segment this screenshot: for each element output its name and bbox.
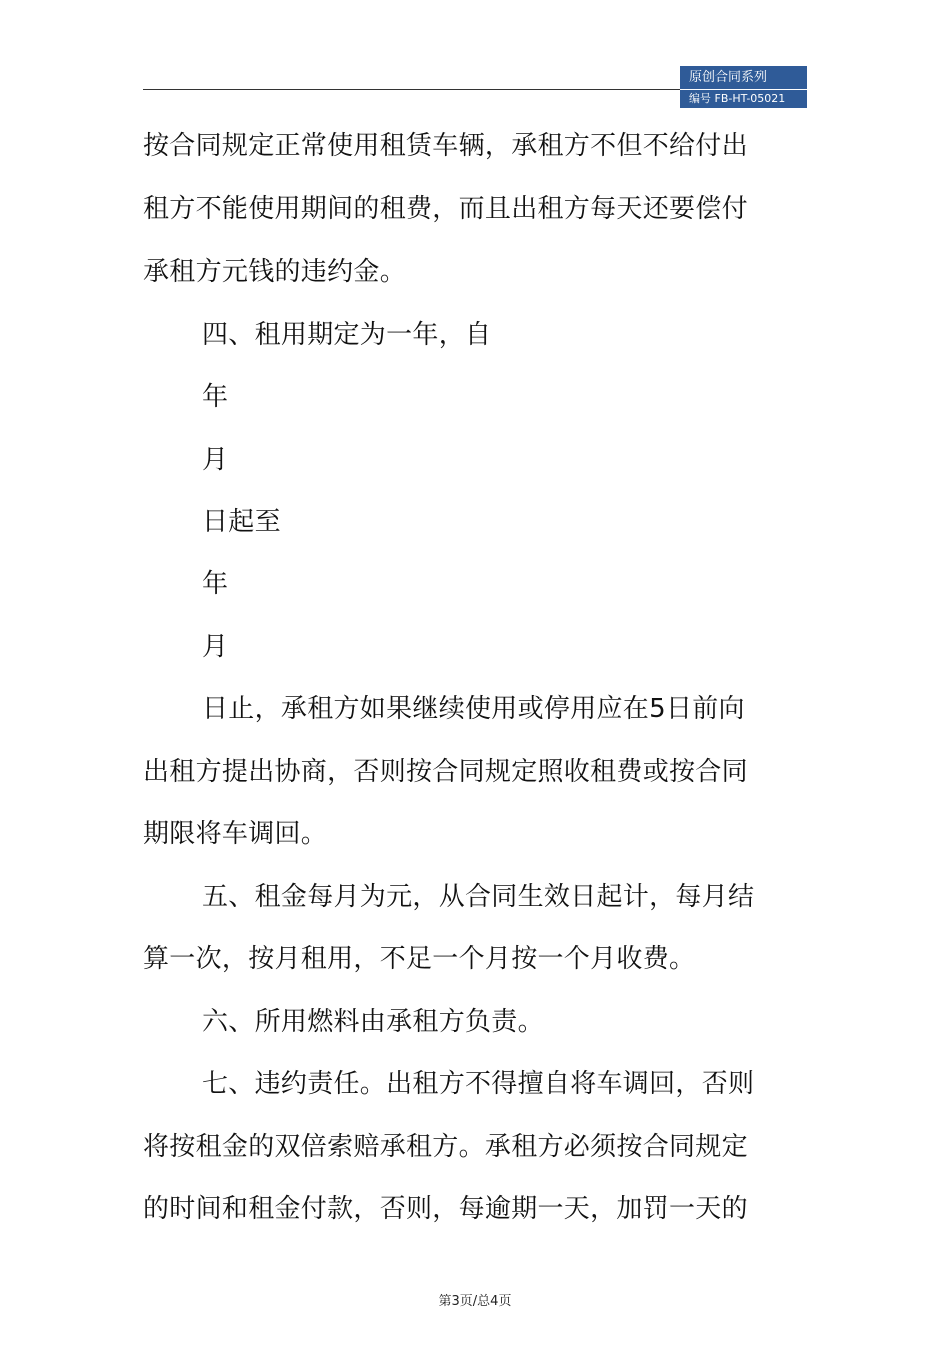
page-number: 第3页/总4页 — [438, 1294, 512, 1309]
series-badge — [680, 66, 807, 108]
body-line: 七、违约责任。出租方不得擅自将车调回，否则 — [202, 1069, 755, 1099]
body-line: 日起至 — [202, 507, 281, 537]
body-line: 年 — [202, 382, 229, 412]
body-line: 按合同规定正常使用租赁车辆，承租方不但不给付出 — [143, 131, 748, 161]
body-line: 出租方提出协商，否则按合同规定照收租费或按合同 — [143, 757, 748, 787]
body-line: 日止，承租方如果继续使用或停用应在5日前向 — [202, 694, 745, 724]
body-line: 的时间和租金付款，否则，每逾期一天，加罚一天的 — [143, 1194, 748, 1224]
body-line: 六、所用燃料由承租方负责。 — [202, 1007, 544, 1037]
body-line: 五、租金每月为元，从合同生效日起计，每月结 — [202, 882, 755, 912]
body-line: 四、租用期定为一年，自 — [202, 320, 492, 350]
body-line: 算一次，按月租用，不足一个月按一个月收费。 — [143, 944, 696, 974]
header-rule — [143, 89, 680, 90]
body-line: 承租方元钱的违约金。 — [143, 257, 407, 287]
series-label: 原创合同系列 — [689, 70, 768, 85]
document-code: 编号 FB-HT-05021 — [689, 92, 786, 105]
body-line: 年 — [202, 569, 229, 599]
body-line: 月 — [202, 632, 229, 662]
body-line: 租方不能使用期间的租费，而且出租方每天还要偿付 — [143, 194, 748, 224]
body-line: 期限将车调回。 — [143, 819, 328, 849]
body-line: 月 — [202, 445, 229, 475]
body-line: 将按租金的双倍索赔承租方。承租方必须按合同规定 — [143, 1132, 748, 1162]
